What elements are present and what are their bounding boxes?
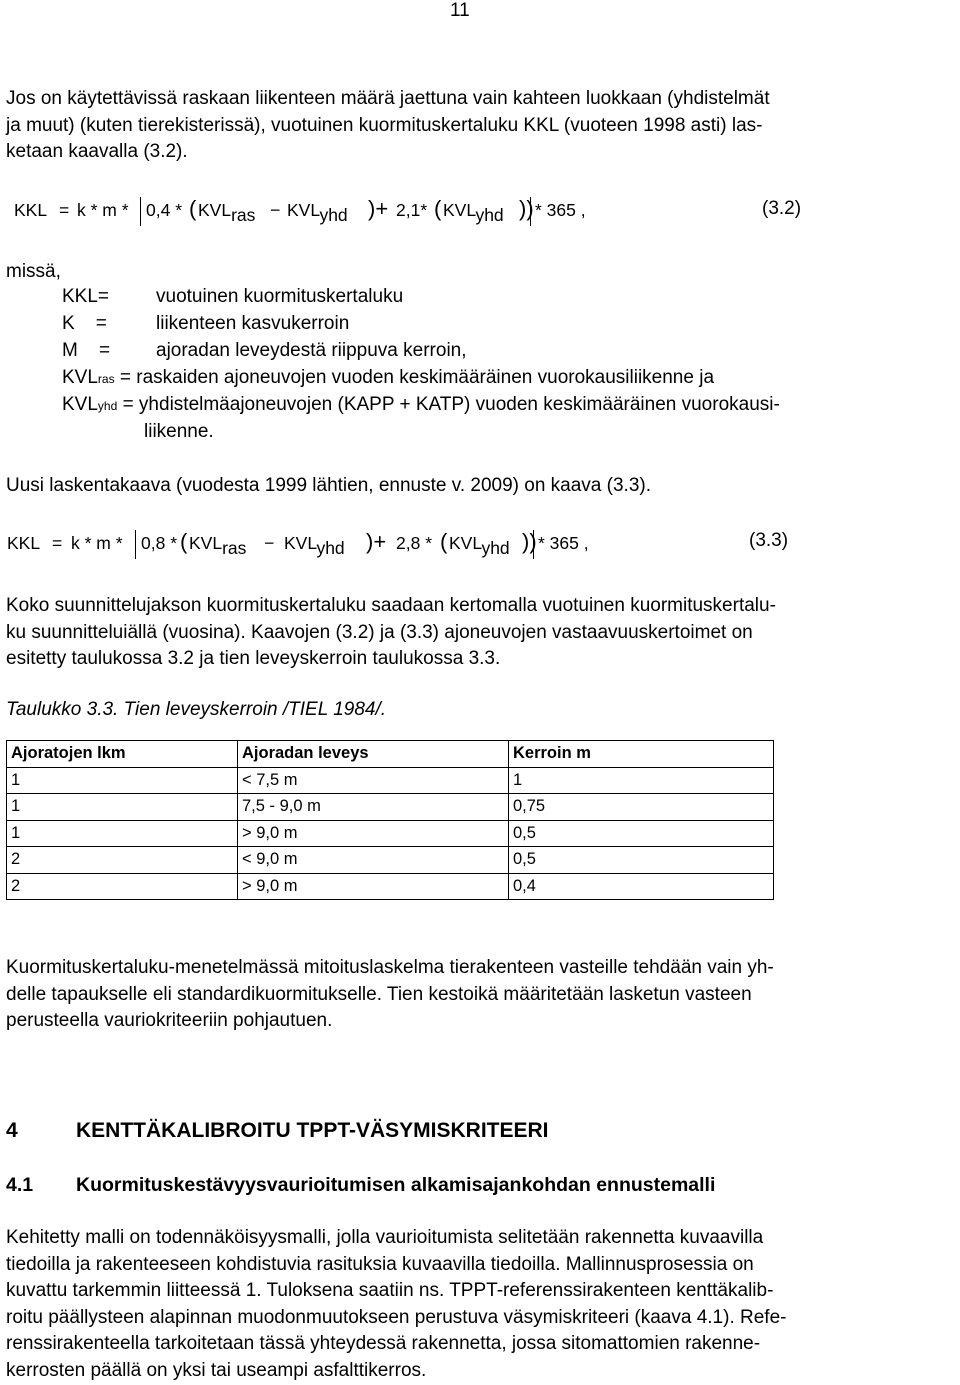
final-line: roitu päällysteen alapinnan muodonmuutokseen perustuva väsymiskriteeri (kaava 4.1). Refe-	[6, 1306, 787, 1328]
eq-tail: * 365 ,	[538, 533, 589, 553]
eq-minus: −	[264, 533, 275, 553]
final-paragraph	[6, 1225, 786, 1384]
intro-line: ja muut) (kuten tierekisterissä), vuotuinen kuormituskertaluku KKL (vuoteen 1998 asti) las-	[6, 114, 763, 136]
koko-paragraph	[6, 593, 776, 673]
missa-label: missä,	[6, 261, 61, 282]
table-row	[7, 794, 774, 821]
eq-kvl2: $KVL_{yhd}$	[287, 200, 348, 225]
eq-bracket-right	[530, 197, 531, 226]
table-cell: < 7,5 m	[238, 767, 509, 794]
definition-kkl-text: vuotuinen kuormituskertaluku	[156, 286, 404, 307]
eq-close2: ))	[519, 196, 534, 221]
final-line: kerrosten päällä on yksi tai useampi asfalttikerros.	[6, 1359, 427, 1381]
table-row	[7, 873, 774, 900]
table-cell: 2	[7, 847, 238, 874]
eq-label: (3.3)	[749, 530, 789, 551]
table-cell: 1	[7, 767, 238, 794]
eq-kvl3: $KVL_{yhd}$	[449, 533, 510, 558]
final-line: kuvattu tarkemmin liitteessä 1. Tuloksena saatiin ns. TPPT-referenssirakenteen kenttäkalib-	[6, 1280, 774, 1301]
definition-kkl: KKL=	[62, 286, 110, 307]
final-line: renssirakenteella tarkoitetaan tässä yhteydessä rakennetta, jossa sitomattomien rakenne-	[6, 1333, 761, 1354]
table-cell: 0,75	[509, 794, 774, 821]
table-cell: 0,5	[509, 820, 774, 847]
eq-kvl3: $KVL_{yhd}$	[443, 200, 504, 225]
eq-paren: (	[189, 196, 197, 221]
table-cell: > 9,0 m	[238, 873, 509, 900]
section-heading: KENTTÄKALIBROITU TPPT-VÄSYMISKRITEERI	[76, 1119, 549, 1142]
method-line: Kuormituskertaluku-menetelmässä mitoituslaskelma tierakenteen vasteille tehdään vain yh-	[6, 957, 774, 978]
eq-k-m: k * m *	[71, 533, 123, 553]
eq-close2: ))	[522, 529, 537, 554]
final-line: Kehitetty malli on todennäköisyysmalli, jolla vaurioitumista selitetään rakennetta kuvaavilla	[6, 1227, 764, 1248]
intro-line: Jos on käytettävissä raskaan liikenteen määrä jaettuna vain kahteen luokkaan (yhdistelmät	[6, 88, 770, 109]
header-cell: Kerroin m	[509, 741, 774, 768]
eq-equals: =	[59, 200, 70, 220]
table-cell: 0,4	[509, 873, 774, 900]
method-paragraph	[6, 955, 774, 1035]
eq-close-plus: )+	[368, 196, 389, 221]
koko-line: Koko suunnittelujakson kuormituskertaluku saadaan kertomalla vuotuinen kuormituskertalu-	[6, 595, 776, 616]
eq-kvl: $KVL_{ras}$	[189, 533, 247, 558]
eq-paren2: (	[434, 196, 442, 221]
eq-tail: * 365 ,	[535, 200, 586, 220]
eq-bracket-right	[533, 530, 534, 559]
eq-kvl2: $KVL_{yhd}$	[284, 533, 345, 558]
table-caption: Taulukko 3.3. Tien leveyskerroin /TIEL 1984/.	[6, 699, 387, 720]
eq-kvl: $KVL_{ras}$	[198, 200, 256, 225]
eq-paren2: (	[440, 529, 448, 554]
eq-coef2: 2,8 *	[396, 533, 432, 553]
koko-line: esitetty taulukossa 3.2 ja tien leveyskerroin taulukossa 3.3.	[6, 648, 501, 669]
definition-kvl-ras: KVLras = raskaiden ajoneuvojen vuoden keskimääräinen vuorokausiliikenne ja	[62, 367, 715, 388]
eq-coef2: 2,1*	[396, 200, 428, 220]
final-line: tiedoilla ja rakenteeseen kohdistuvia rasituksia kuvaavilla tiedoilla. Mallinnusprosessia on	[6, 1253, 754, 1275]
koko-line: ku suunnitteluiällä (vuosina). Kaavojen (3.2) ja (3.3) ajoneuvojen vastaavuuskertoimet on	[6, 621, 753, 643]
new-formula-intro: Uusi laskentakaava (vuodesta 1999 lähtien, ennuste v. 2009) on kaava (3.3).	[6, 475, 651, 496]
table-cell: 0,5	[509, 847, 774, 874]
subsection-heading: Kuormituskestävyysvaurioitumisen alkamisajankohdan ennustemalli	[76, 1174, 716, 1196]
eq-paren: (	[180, 529, 188, 554]
table-cell: 2	[7, 873, 238, 900]
definition-m-text: ajoradan leveydestä riippuva kerroin,	[156, 340, 467, 361]
header-cell: Ajoratojen lkm	[7, 741, 238, 768]
intro-paragraph	[6, 86, 770, 166]
eq-label: (3.2)	[762, 198, 802, 219]
definition-k-text: liikenteen kasvukerroin	[156, 313, 350, 334]
eq-lhs: KKL	[7, 533, 41, 553]
table-header-row	[7, 741, 774, 768]
eq-coef: 0,4 *	[146, 200, 182, 220]
eq-lhs: KKL	[14, 200, 48, 220]
definition-k: K =	[62, 313, 107, 334]
table-cell: 1	[509, 767, 774, 794]
header-cell: Ajoradan leveys	[238, 741, 509, 768]
eq-k-m: k * m *	[77, 200, 129, 220]
table-row	[7, 847, 774, 874]
method-line: perusteella vauriokriteeriin pohjautuen.	[6, 1010, 333, 1031]
definition-kvl-yhd: KVLyhd = yhdistelmäajoneuvojen (KAPP + KATP) vuoden keskimääräinen vuorokausi-	[62, 394, 780, 415]
eq-bracket-left	[135, 530, 136, 559]
method-line: delle tapaukselle eli standardikuormitukselle. Tien kestoikä määritetään lasketun vasteen	[6, 983, 752, 1005]
eq-equals: =	[52, 533, 63, 553]
table-cell: 1	[7, 794, 238, 821]
definition-m: M =	[62, 340, 111, 361]
eq-close-plus: )+	[366, 529, 387, 554]
table-row	[7, 820, 774, 847]
table-row	[7, 767, 774, 794]
section-number: 4	[6, 1119, 18, 1142]
subsection-number: 4.1	[6, 1174, 34, 1196]
width-factor-table	[6, 740, 774, 900]
page-number: 11	[450, 0, 470, 21]
table-cell: 7,5 - 9,0 m	[238, 794, 509, 821]
eq-bracket-left	[140, 197, 141, 226]
definition-continuation: liikenne.	[144, 421, 214, 442]
eq-coef: 0,8 *	[141, 533, 177, 553]
eq-minus: −	[270, 200, 281, 220]
intro-line: ketaan kaavalla (3.2).	[6, 141, 188, 162]
table-cell: > 9,0 m	[238, 820, 509, 847]
table-cell: 1	[7, 820, 238, 847]
table-cell: < 9,0 m	[238, 847, 509, 874]
